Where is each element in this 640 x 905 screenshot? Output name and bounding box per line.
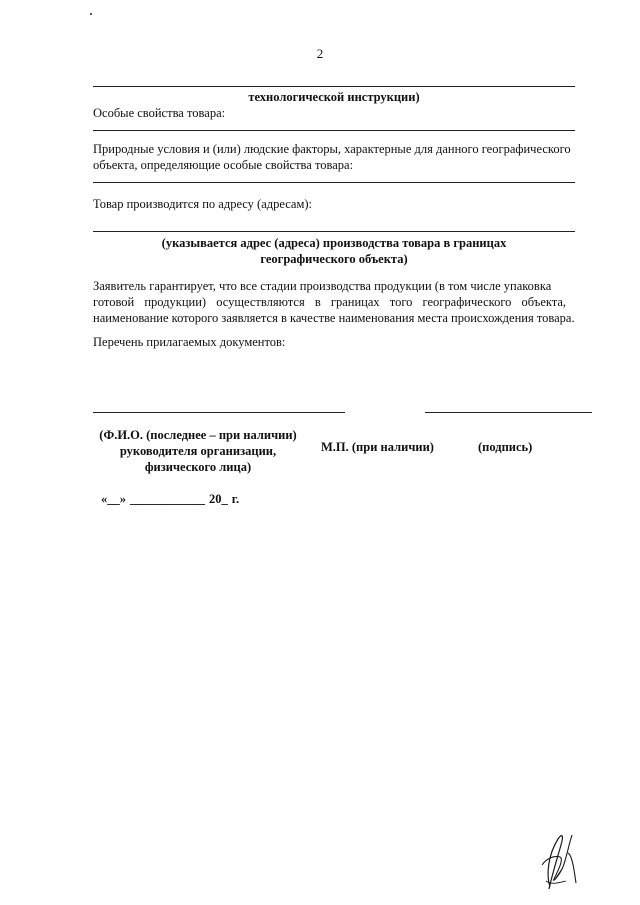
date-day: «__» bbox=[101, 492, 126, 506]
address-caption-line-1: (указывается адрес (адреса) производства товара в границах bbox=[161, 236, 507, 250]
tech-instruction-line bbox=[93, 86, 575, 87]
scan-speck bbox=[90, 13, 92, 15]
handwritten-signature bbox=[528, 825, 588, 895]
page-number: 2 bbox=[316, 46, 324, 61]
attached-docs-label: Перечень прилагаемых документов: bbox=[93, 335, 286, 349]
tech-instruction-caption: технологической инструкции) bbox=[248, 90, 420, 104]
stamp-caption: М.П. (при наличии) bbox=[321, 440, 434, 454]
date-month: ____________ bbox=[130, 492, 205, 506]
factors-line-1: Природные условия и (или) людские факторы, характерные для данного географического bbox=[93, 142, 571, 156]
date-year: 20_ bbox=[209, 492, 228, 506]
address-line bbox=[93, 231, 575, 232]
guarantee-line-3: наименование которого заявляется в качестве наименования места происхождения товара. bbox=[93, 311, 575, 325]
guarantee-line-2-text: готовой продукции) осуществляются в границах того географического объекта, bbox=[93, 295, 567, 309]
date-year-suffix: г. bbox=[231, 492, 240, 506]
signature-caption: (подпись) bbox=[478, 440, 533, 454]
guarantee-line-1: Заявитель гарантирует, что все стадии производства продукции (в том числе упаковка bbox=[93, 279, 552, 293]
special-properties-line bbox=[93, 130, 575, 131]
factors-line bbox=[93, 182, 575, 183]
factors-line-2: объекта, определяющие особые свойства товара: bbox=[93, 158, 354, 172]
special-properties-label: Особые свойства товара: bbox=[93, 106, 226, 120]
fio-caption-line-3: физического лица) bbox=[144, 460, 252, 474]
date-line bbox=[101, 491, 239, 507]
address-label: Товар производится по адресу (адресам): bbox=[93, 197, 313, 211]
fio-signature-line bbox=[93, 412, 345, 413]
fio-caption-line-1: (Ф.И.О. (последнее – при наличии) bbox=[99, 428, 297, 442]
signature-line bbox=[425, 412, 592, 413]
fio-caption-line-2: руководителя организации, bbox=[119, 444, 277, 458]
guarantee-line-2 bbox=[93, 294, 575, 310]
address-caption-line-2: географического объекта) bbox=[260, 252, 408, 266]
